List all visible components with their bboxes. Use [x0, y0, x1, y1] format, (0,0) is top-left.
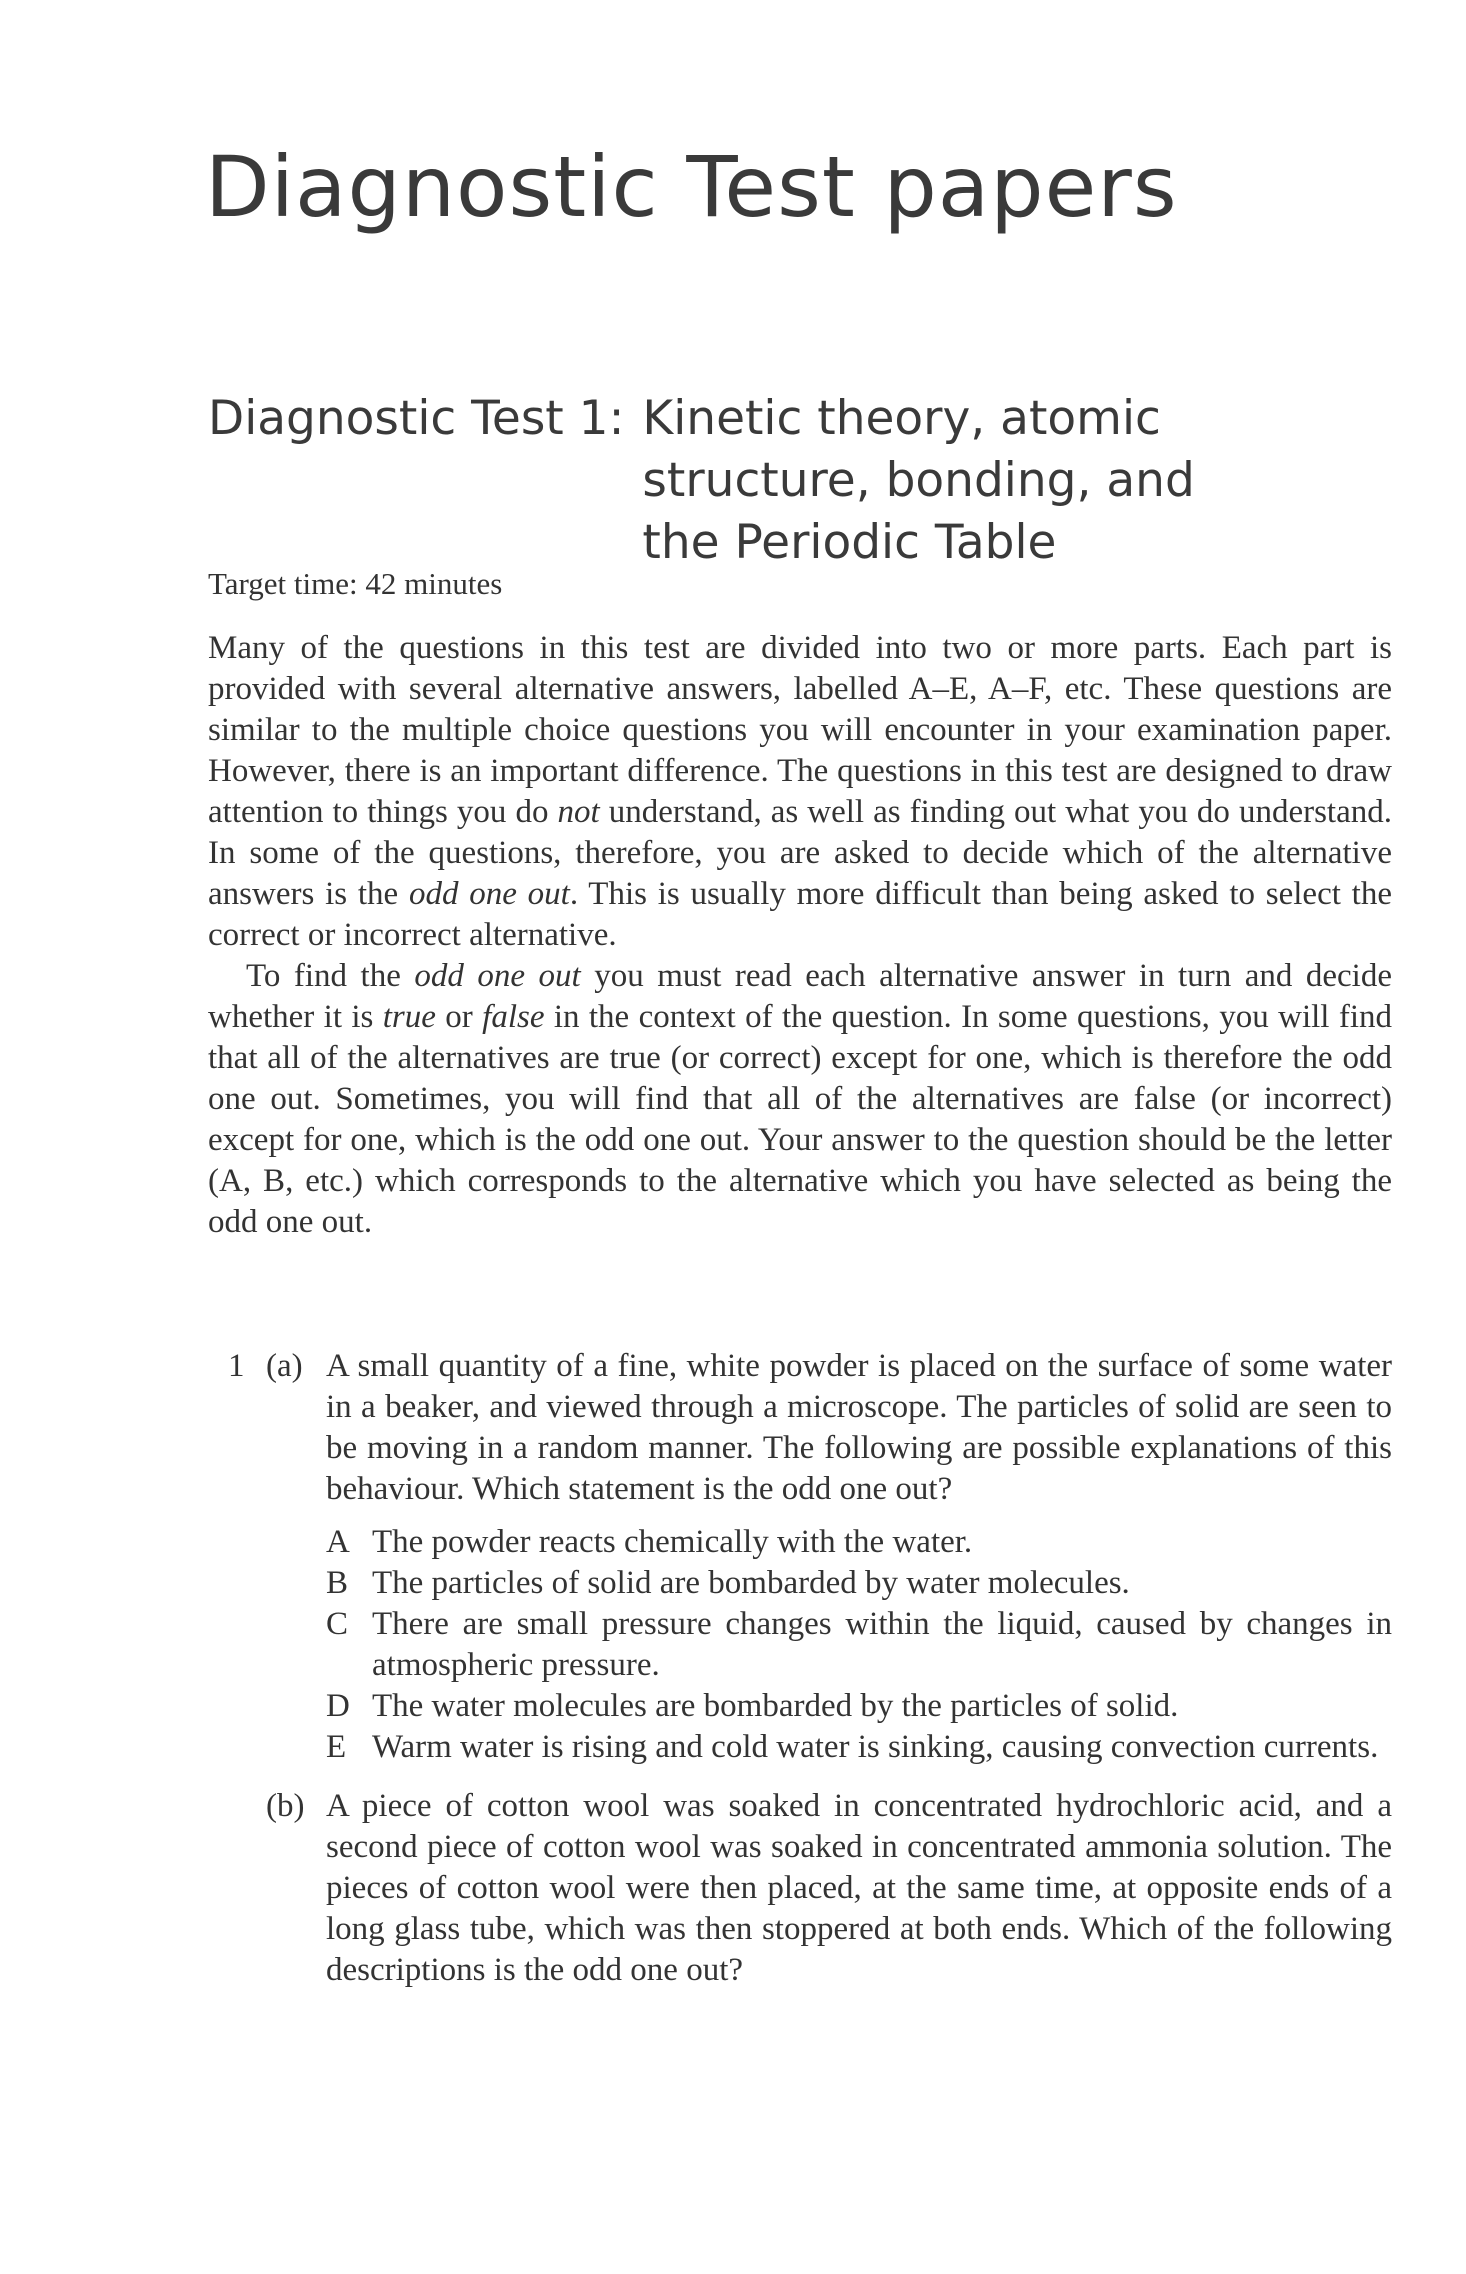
option-text: Warm water is rising and cold water is sinking, causing convection currents.	[372, 1729, 1379, 1765]
option-letter: D	[326, 1688, 350, 1724]
emphasis-false: false	[482, 999, 545, 1035]
answer-options	[326, 1522, 1392, 1768]
test-label: Diagnostic Test 1:	[208, 391, 625, 446]
option-text: The water molecules are bombarded by the particles of solid.	[372, 1688, 1179, 1724]
text-run: or	[435, 999, 483, 1035]
question-1	[208, 1346, 1392, 1991]
question-number-blank	[208, 1786, 266, 1991]
emphasis-odd-one-out: odd one out	[408, 876, 570, 912]
emphasis-true: true	[382, 999, 436, 1035]
option-b	[326, 1563, 1392, 1604]
question-1a	[208, 1346, 1392, 1786]
question-number: 1	[228, 1348, 245, 1384]
part-label: (b)	[266, 1788, 305, 1824]
question-1b	[208, 1786, 1392, 1991]
text-run: Many of the questions in this test are divided into two or more parts. Each part is provided with several alternative answers, labelled A–E, A–F, etc. These questions are similar to the multiple choice questions you will encounter in your examination paper. However, there is an important difference. The questions in this test are designed to draw attention to things you do	[208, 630, 1392, 830]
emphasis-odd-one-out: odd one out	[414, 958, 581, 994]
emphasis-not: not	[557, 794, 600, 830]
option-text: The powder reacts chemically with the water.	[372, 1524, 973, 1560]
target-time: Target time: 42 minutes	[208, 566, 503, 601]
question-stem: A piece of cotton wool was soaked in concentrated hydrochloric acid, and a second piece of cotton wool was soaked in concentrated ammonia solution. The pieces of cotton wool were then placed, at the same time, at opposite ends of a long glass tube, which was then stoppered at both ends. Which of the following descriptions is the odd one out?	[326, 1788, 1392, 1988]
option-letter: E	[326, 1729, 347, 1765]
instructions-paragraph-2	[208, 956, 1392, 1243]
instructions	[208, 628, 1392, 1243]
part-label: (a)	[266, 1348, 303, 1384]
test-heading	[208, 388, 1282, 574]
instructions-paragraph-1	[208, 628, 1392, 956]
text-run: To find the	[246, 958, 415, 994]
text-run: you must read each alternative answer in turn and decide whether it is	[208, 958, 1392, 1035]
option-d	[326, 1686, 1392, 1727]
page-title: Diagnostic Test papers	[205, 138, 1178, 236]
test-subject: Kinetic theory, atomic structure, bonding, and the Periodic Table	[642, 391, 1195, 570]
text-run: . This is usually more difficult than being asked to select the correct or incorrect alternative.	[208, 876, 1392, 953]
option-letter: B	[326, 1565, 349, 1601]
option-a	[326, 1522, 1392, 1563]
text-run: understand, as well as finding out what you do understand. In some of the questions, therefore, you are asked to decide which of the alternative answers is the	[208, 794, 1392, 912]
option-text: There are small pressure changes within the liquid, caused by changes in atmospheric pressure.	[372, 1606, 1392, 1683]
option-c	[326, 1604, 1392, 1686]
option-letter: A	[326, 1524, 350, 1560]
question-stem: A small quantity of a fine, white powder is placed on the surface of some water in a beaker, and viewed through a microscope. The particles of solid are seen to be moving in a random manner. The following are possible explanations of this behaviour. Which statement is the odd one out?	[326, 1348, 1392, 1507]
option-e	[326, 1727, 1392, 1768]
option-letter: C	[326, 1606, 349, 1642]
question-text	[326, 1346, 1392, 1786]
option-text: The particles of solid are bombarded by water molecules.	[372, 1565, 1130, 1601]
text-run: in the context of the question. In some questions, you will find that all of the alternatives are true (or correct) except for one, which is therefore the odd one out. Sometimes, you will find that all of the alternatives are false (or incorrect) except for one, which is the odd one out. Your answer to the question should be the letter (A, B, etc.) which corresponds to the alternative which you have selected as being the odd one out.	[208, 999, 1392, 1240]
